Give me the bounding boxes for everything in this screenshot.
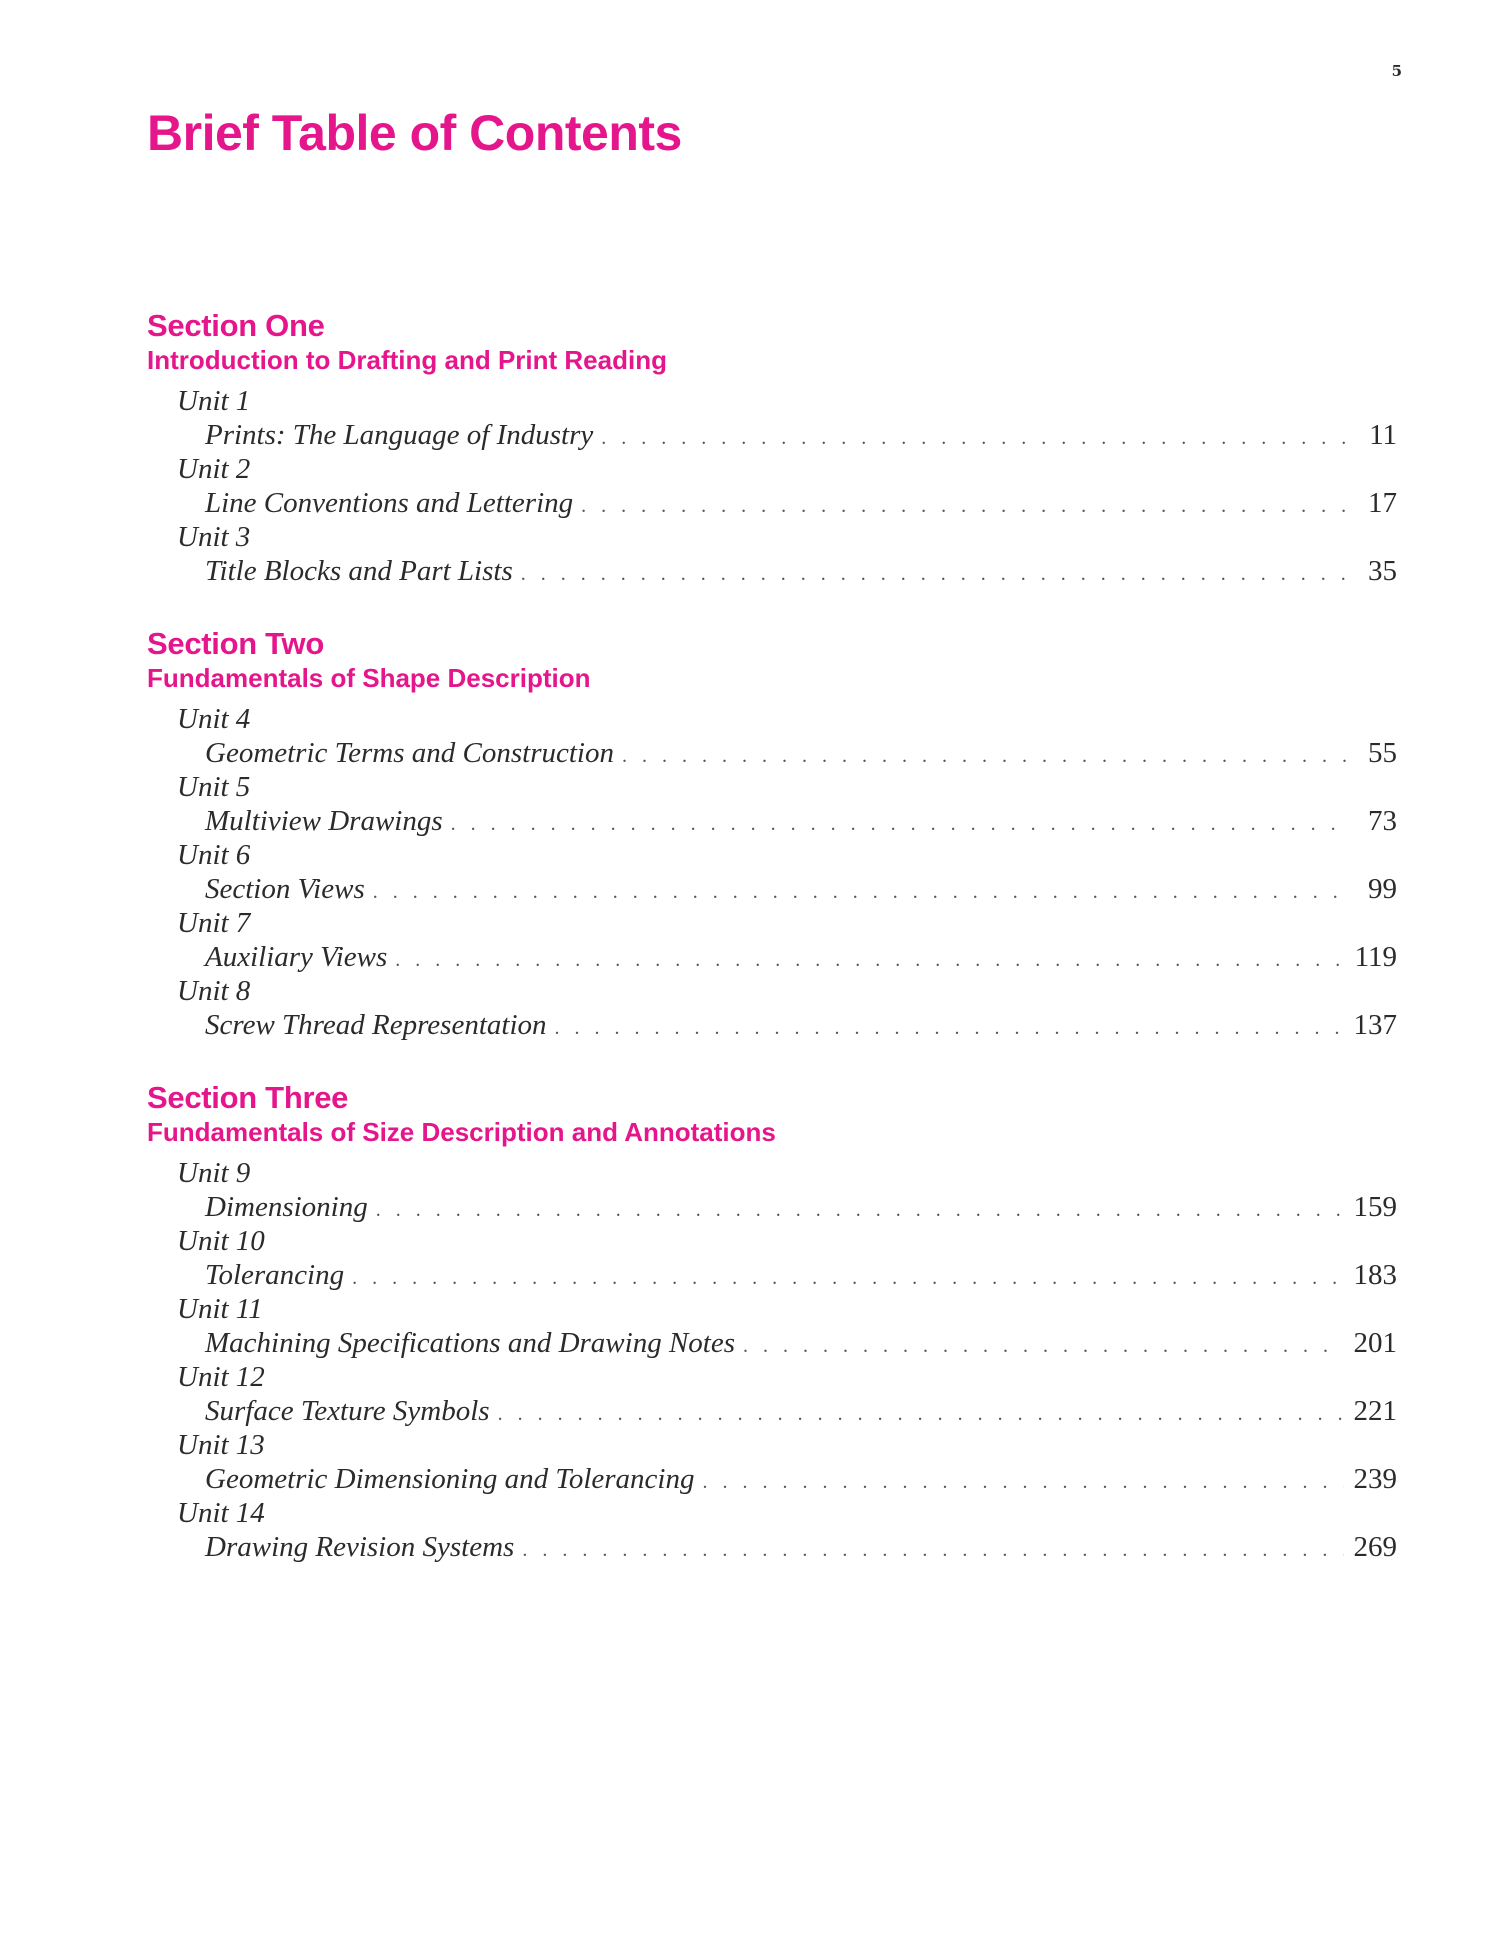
entry-page-number: 55	[1368, 737, 1397, 769]
section-subtitle: Introduction to Drafting and Print Reading	[147, 345, 667, 375]
entry-page-number: 183	[1353, 1259, 1397, 1291]
dot-leader	[395, 943, 1344, 977]
unit-label: Unit 8	[177, 975, 251, 1007]
entry-title: Drawing Revision Systems	[205, 1531, 515, 1563]
page-number: 5	[1391, 62, 1402, 80]
dot-leader	[373, 875, 1347, 909]
toc-entry[interactable]	[205, 1258, 1397, 1292]
dot-leader	[743, 1329, 1343, 1363]
unit-label: Unit 5	[177, 771, 251, 803]
entry-page-number: 159	[1353, 1191, 1397, 1223]
entry-page-number: 35	[1368, 555, 1397, 587]
toc-entry[interactable]	[205, 804, 1397, 838]
entry-title: Auxiliary Views	[205, 941, 388, 973]
toc-entry[interactable]	[205, 1530, 1397, 1564]
toc-entry[interactable]	[205, 418, 1397, 452]
unit-label: Unit 9	[177, 1157, 251, 1189]
dot-leader	[622, 739, 1347, 773]
section-subtitle: Fundamentals of Shape Description	[147, 663, 591, 693]
section-heading: Section One	[147, 308, 325, 343]
unit-label: Unit 4	[177, 703, 251, 735]
dot-leader	[451, 807, 1347, 841]
toc-entry[interactable]	[205, 1462, 1397, 1496]
section-two	[147, 626, 1397, 1042]
dot-leader	[702, 1465, 1343, 1499]
unit-label: Unit 10	[177, 1225, 265, 1257]
entry-title: Prints: The Language of Industry	[205, 419, 594, 451]
entry-title: Dimensioning	[205, 1191, 368, 1223]
entry-page-number: 201	[1353, 1327, 1397, 1359]
unit-label: Unit 1	[177, 385, 251, 417]
dot-leader	[581, 489, 1347, 523]
entry-title: Surface Texture Symbols	[205, 1395, 490, 1427]
page-title: Brief Table of Contents	[147, 105, 682, 161]
entry-page-number: 221	[1353, 1395, 1397, 1427]
entry-page-number: 269	[1353, 1531, 1397, 1563]
toc-entry[interactable]	[205, 486, 1397, 520]
toc-entry[interactable]	[205, 872, 1397, 906]
entry-title: Tolerancing	[205, 1259, 345, 1291]
entry-title: Section Views	[205, 873, 365, 905]
unit-label: Unit 13	[177, 1429, 265, 1461]
section-heading: Section Two	[147, 626, 324, 661]
entry-title: Multiview Drawings	[205, 805, 443, 837]
toc-entry[interactable]	[205, 1190, 1397, 1224]
unit-label: Unit 2	[177, 453, 251, 485]
entry-page-number: 11	[1369, 419, 1397, 451]
section-subtitle: Fundamentals of Size Description and Annotations	[147, 1117, 776, 1147]
entry-title: Geometric Dimensioning and Tolerancing	[205, 1463, 695, 1495]
toc-entry[interactable]	[205, 1394, 1397, 1428]
table-of-contents	[147, 308, 1397, 1602]
unit-label: Unit 7	[177, 907, 251, 939]
toc-entry[interactable]	[205, 1326, 1397, 1360]
dot-leader	[521, 557, 1347, 591]
toc-entry[interactable]	[205, 554, 1397, 588]
entry-title: Title Blocks and Part Lists	[205, 555, 513, 587]
unit-label: Unit 3	[177, 521, 251, 553]
dot-leader	[498, 1397, 1344, 1431]
entry-page-number: 99	[1368, 873, 1397, 905]
toc-entry[interactable]	[205, 736, 1397, 770]
unit-label: Unit 11	[177, 1293, 263, 1325]
entry-title: Line Conventions and Lettering	[205, 487, 574, 519]
dot-leader	[555, 1011, 1344, 1045]
section-heading: Section Three	[147, 1080, 349, 1115]
section-three	[147, 1080, 1397, 1564]
entry-title: Geometric Terms and Construction	[205, 737, 614, 769]
unit-label: Unit 12	[177, 1361, 265, 1393]
dot-leader	[352, 1261, 1343, 1295]
toc-entry[interactable]	[205, 1008, 1397, 1042]
toc-entry[interactable]	[205, 940, 1397, 974]
entry-page-number: 239	[1353, 1463, 1397, 1495]
dot-leader	[376, 1193, 1344, 1227]
unit-label: Unit 6	[177, 839, 251, 871]
entry-page-number: 119	[1354, 941, 1397, 973]
section-one	[147, 308, 1397, 588]
entry-page-number: 73	[1368, 805, 1397, 837]
unit-label: Unit 14	[177, 1497, 265, 1529]
entry-title: Machining Specifications and Drawing Notes	[205, 1327, 736, 1359]
entry-page-number: 137	[1353, 1009, 1397, 1041]
dot-leader	[522, 1533, 1343, 1567]
entry-page-number: 17	[1368, 487, 1397, 519]
entry-title: Screw Thread Representation	[205, 1009, 547, 1041]
dot-leader	[601, 421, 1347, 455]
